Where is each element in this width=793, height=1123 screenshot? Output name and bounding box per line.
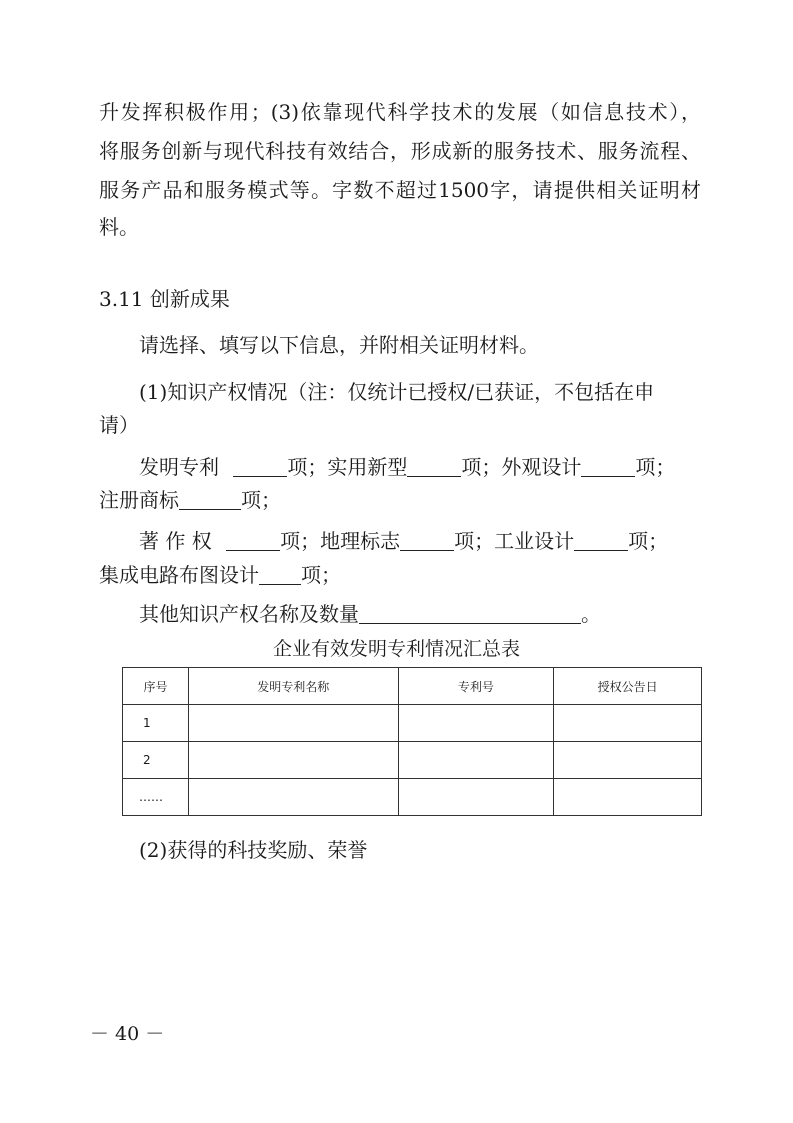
instruction-text: 请选择、填写以下信息，并附相关证明材料。: [139, 333, 539, 357]
row-seq: 1: [123, 705, 189, 742]
intro-line-4: 料。: [99, 215, 139, 239]
copyright-blank[interactable]: [226, 530, 280, 551]
intro-line-2: 将服务创新与现代科技有效结合，形成新的服务技术、服务流程、: [99, 139, 701, 163]
intro-line-1: 升发挥积极作用；(3)依靠现代科学技术的发展（如信息技术），: [99, 100, 701, 124]
table-header-row: [123, 668, 702, 705]
trademark-blank[interactable]: [179, 489, 241, 510]
trademark-label: 注册商标: [99, 488, 179, 512]
copyright-label: 著 作 权: [139, 529, 212, 553]
design-label: 项；外观设计: [461, 455, 582, 479]
header-seq: 序号: [123, 668, 189, 705]
design-blank[interactable]: [581, 456, 635, 477]
geo-indication-label: 项；地理标志: [280, 529, 401, 553]
other-ip-blank[interactable]: [359, 603, 581, 624]
patent-name-cell[interactable]: [188, 705, 398, 742]
ip-title-line-2: 请）: [99, 413, 139, 437]
grant-date-cell[interactable]: [554, 705, 702, 742]
ip-row-4: [99, 561, 341, 589]
industrial-design-label: 项；工业设计: [454, 529, 575, 553]
page-number: － 40 －: [90, 1023, 165, 1045]
ip-row-2: [99, 486, 281, 514]
other-ip-end-label: 。: [581, 602, 601, 626]
ip-row-5: [139, 600, 601, 628]
table-row: [123, 742, 702, 779]
patent-number-cell[interactable]: [398, 705, 554, 742]
patent-number-cell[interactable]: [398, 742, 554, 779]
patent-name-cell[interactable]: [188, 779, 398, 816]
utility-model-blank[interactable]: [407, 456, 461, 477]
trademark-end-label: 项；: [241, 488, 281, 512]
grant-date-cell[interactable]: [554, 742, 702, 779]
ic-layout-end-label: 项；: [301, 563, 341, 587]
industrial-design-blank[interactable]: [574, 530, 628, 551]
patent-summary-table: [122, 667, 702, 816]
row3-end-label: 项；: [628, 529, 669, 553]
section-heading: 3.11 创新成果: [99, 287, 230, 311]
table-row: [123, 779, 702, 816]
row-seq: ……: [123, 779, 189, 816]
table-row: [123, 705, 702, 742]
table-title: 企业有效发明专利情况汇总表: [272, 638, 520, 660]
grant-date-cell[interactable]: [554, 779, 702, 816]
ic-layout-label: 集成电路布图设计: [99, 563, 259, 587]
awards-heading: (2)获得的科技奖励、荣誉: [139, 838, 368, 862]
row-seq: 2: [123, 742, 189, 779]
header-patent-name: 发明专利名称: [188, 668, 398, 705]
geo-indication-blank[interactable]: [400, 530, 454, 551]
other-ip-label: 其他知识产权名称及数量: [139, 602, 359, 626]
header-patent-number: 专利号: [398, 668, 554, 705]
ip-title-line-1: (1)知识产权情况（注：仅统计已授权/已获证，不包括在申: [139, 380, 655, 404]
utility-model-label: 项；实用新型: [287, 455, 408, 479]
invention-patent-blank[interactable]: [233, 456, 287, 477]
patent-name-cell[interactable]: [188, 742, 398, 779]
header-grant-date: 授权公告日: [554, 668, 702, 705]
ic-layout-blank[interactable]: [259, 564, 301, 585]
patent-number-cell[interactable]: [398, 779, 554, 816]
row1-end-label: 项；: [635, 455, 676, 479]
invention-patent-label: 发明专利: [139, 455, 219, 479]
ip-row-3: [139, 527, 668, 555]
intro-line-3: 服务产品和服务模式等。字数不超过1500字，请提供相关证明材: [99, 178, 701, 202]
ip-row-1: [139, 453, 675, 481]
